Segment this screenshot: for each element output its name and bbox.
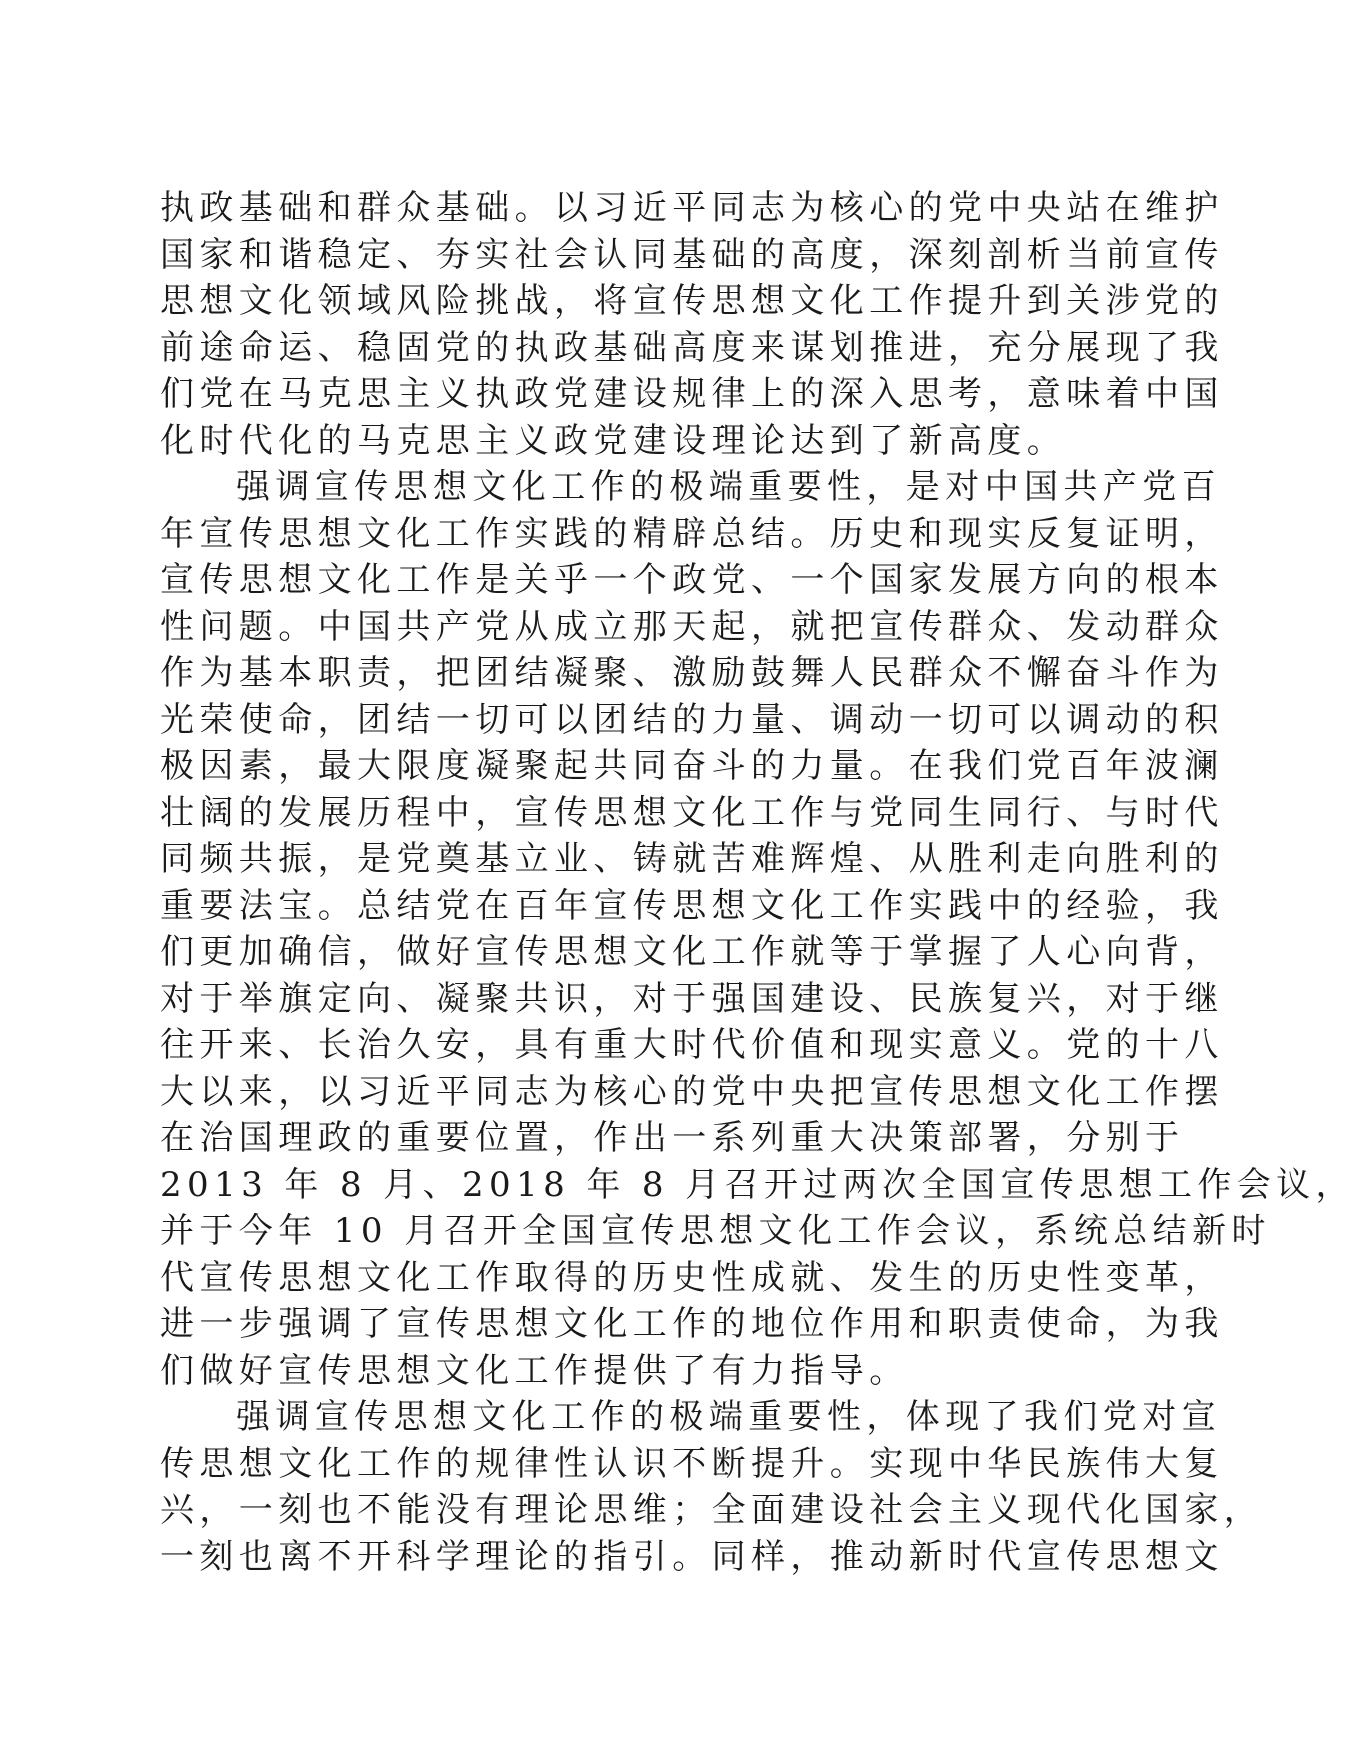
text-line: 作为基本职责，把团结凝聚、激励鼓舞人民群众不懈奋斗作为 xyxy=(160,653,1224,693)
text-line: 进一步强调了宣传思想文化工作的地位作用和职责使命，为我 xyxy=(160,1304,1224,1344)
text-line: 在治国理政的重要位置，作出一系列重大决策部署，分别于 xyxy=(160,1118,1185,1158)
text-line: 大以来，以习近平同志为核心的党中央把宣传思想文化工作摆 xyxy=(160,1071,1224,1112)
text-line: 重要法宝。总结党在百年宣传思想文化工作实践中的经验，我 xyxy=(160,885,1224,926)
body-text xyxy=(160,185,1355,1580)
text-line: 往开来、长治久安，具有重大时代价值和现实意义。党的十八 xyxy=(160,1025,1224,1065)
text-line: 们做好宣传思想文化工作提供了有力指导。 xyxy=(160,1350,909,1391)
text-line: 壮阔的发展历程中，宣传思想文化工作与党同生同行、与时代 xyxy=(160,792,1224,833)
text-line: 化时代化的马克思主义政党建设理论达到了新高度。 xyxy=(160,420,1067,461)
text-line: 兴，一刻也不能没有理论思维；全面建设社会主义现代化国家， xyxy=(160,1490,1264,1530)
text-line: 同频共振，是党奠基立业、铸就苦难辉煌、从胜利走向胜利的 xyxy=(160,839,1224,879)
text-line: 性问题。中国共产党从成立那天起，就把宣传群众、发动群众 xyxy=(160,606,1224,647)
text-line: 前途命运、稳固党的执政基础高度来谋划推进，充分展现了我 xyxy=(160,327,1224,368)
text-line: 2013 年 8 月、2018 年 8 月召开过两次全国宣传思想工作会议， xyxy=(160,1164,1355,1205)
text-line: 宣传思想文化工作是关乎一个政党、一个国家发展方向的根本 xyxy=(160,560,1224,600)
text-line: 年宣传思想文化工作实践的精辟总结。历史和现实反复证明， xyxy=(160,513,1224,554)
text-line: 并于今年 10 月召开全国宣传思想文化工作会议，系统总结新时 xyxy=(160,1211,1271,1251)
text-line: 们更加确信，做好宣传思想文化工作就等于掌握了人心向背， xyxy=(160,932,1224,972)
text-line: 对于举旗定向、凝聚共识，对于强国建设、民族复兴，对于继 xyxy=(160,978,1224,1019)
text-line: 一刻也离不开科学理论的指引。同样，推动新时代宣传思想文 xyxy=(160,1536,1224,1577)
text-line: 国家和谐稳定、夯实社会认同基础的高度，深刻剖析当前宣传 xyxy=(160,234,1224,275)
text-line: 执政基础和群众基础。以习近平同志为核心的党中央站在维护 xyxy=(160,188,1224,228)
paragraph-start-line: 强调宣传思想文化工作的极端重要性，体现了我们党对宣 xyxy=(236,1397,1221,1437)
text-line: 思想文化领域风险挑战，将宣传思想文化工作提升到关涉党的 xyxy=(160,281,1224,321)
text-line: 光荣使命，团结一切可以团结的力量、调动一切可以调动的积 xyxy=(160,699,1224,740)
paragraph-start-line: 强调宣传思想文化工作的极端重要性，是对中国共产党百 xyxy=(236,467,1221,507)
text-line: 传思想文化工作的规律性认识不断提升。实现中华民族伟大复 xyxy=(160,1443,1224,1484)
text-line: 极因素，最大限度凝聚起共同奋斗的力量。在我们党百年波澜 xyxy=(160,746,1224,786)
text-line: 们党在马克思主义执政党建设规律上的深入思考，意味着中国 xyxy=(160,374,1224,414)
text-line: 代宣传思想文化工作取得的历史性成就、发生的历史性变革， xyxy=(160,1257,1224,1298)
